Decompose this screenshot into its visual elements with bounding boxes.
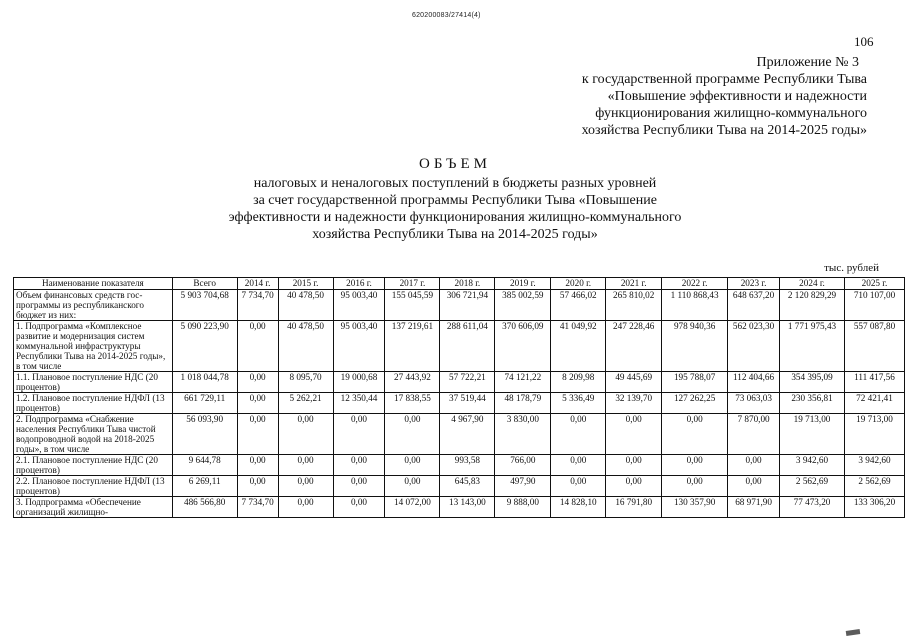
value-cell: 49 445,69 xyxy=(606,372,662,393)
value-cell: 0,00 xyxy=(551,455,606,476)
value-cell: 0,00 xyxy=(728,455,780,476)
row-label-cell: 3. Подпрограмма «Обеспечение организаций жилищно- xyxy=(14,497,173,518)
column-header: 2025 г. xyxy=(844,278,904,290)
table-row xyxy=(14,414,905,455)
table-row xyxy=(14,372,905,393)
value-cell: 2 562,69 xyxy=(780,476,845,497)
value-cell: 0,00 xyxy=(333,414,385,455)
value-cell: 68 971,90 xyxy=(728,497,780,518)
value-cell: 1 771 975,43 xyxy=(780,321,845,372)
value-cell: 0,00 xyxy=(551,476,606,497)
column-header: 2023 г. xyxy=(728,278,780,290)
value-cell: 648 637,20 xyxy=(728,290,780,321)
value-cell: 41 049,92 xyxy=(551,321,606,372)
value-cell: 95 003,40 xyxy=(333,321,385,372)
value-cell: 137 219,61 xyxy=(385,321,440,372)
table-row xyxy=(14,321,905,372)
value-cell: 3 942,60 xyxy=(780,455,845,476)
value-cell: 2 562,69 xyxy=(844,476,904,497)
value-cell: 0,00 xyxy=(606,476,662,497)
table-row xyxy=(14,476,905,497)
value-cell: 14 072,00 xyxy=(385,497,440,518)
value-cell: 0,00 xyxy=(606,414,662,455)
value-cell: 13 143,00 xyxy=(440,497,495,518)
heading-line: эффективности и надежности функционирования жилищно-коммунального xyxy=(228,210,682,225)
table-row xyxy=(14,393,905,414)
column-header: 2024 г. xyxy=(780,278,845,290)
appendix-line: функционирования жилищно-коммунального xyxy=(595,106,867,121)
column-header: 2018 г. xyxy=(440,278,495,290)
value-cell: 0,00 xyxy=(385,476,440,497)
value-cell: 56 093,90 xyxy=(172,414,237,455)
value-cell: 73 063,03 xyxy=(728,393,780,414)
value-cell: 0,00 xyxy=(237,372,278,393)
value-cell: 5 903 704,68 xyxy=(172,290,237,321)
value-cell: 195 788,07 xyxy=(662,372,728,393)
value-cell: 77 473,20 xyxy=(780,497,845,518)
value-cell: 19 000,68 xyxy=(333,372,385,393)
value-cell: 5 262,21 xyxy=(278,393,333,414)
row-label-cell: 1.1. Плановое поступление НДС (20 процентов) xyxy=(14,372,173,393)
value-cell: 0,00 xyxy=(237,321,278,372)
value-cell: 1 018 044,78 xyxy=(172,372,237,393)
value-cell: 0,00 xyxy=(662,455,728,476)
heading-line: за счет государственной программы Республики Тыва «Повышение xyxy=(253,193,657,208)
value-cell: 14 828,10 xyxy=(551,497,606,518)
value-cell: 19 713,00 xyxy=(780,414,845,455)
value-cell: 5 336,49 xyxy=(551,393,606,414)
value-cell: 127 262,25 xyxy=(662,393,728,414)
value-cell: 72 421,41 xyxy=(844,393,904,414)
column-header: Наименование показателя xyxy=(14,278,173,290)
table-header-row xyxy=(14,278,905,290)
value-cell: 0,00 xyxy=(333,476,385,497)
value-cell: 0,00 xyxy=(551,414,606,455)
column-header: 2020 г. xyxy=(551,278,606,290)
value-cell: 8 209,98 xyxy=(551,372,606,393)
scan-artifact xyxy=(846,629,861,636)
value-cell: 111 417,56 xyxy=(844,372,904,393)
value-cell: 40 478,50 xyxy=(278,290,333,321)
value-cell: 0,00 xyxy=(237,414,278,455)
value-cell: 0,00 xyxy=(237,476,278,497)
value-cell: 661 729,11 xyxy=(172,393,237,414)
value-cell: 230 356,81 xyxy=(780,393,845,414)
value-cell: 16 791,80 xyxy=(606,497,662,518)
value-cell: 0,00 xyxy=(278,414,333,455)
row-label-cell: 1. Подпрограмма «Комплексное развитие и модернизация систем коммунальной инфраструктуры Республики Тыва на 2014-2025 годы», в том числе xyxy=(14,321,173,372)
value-cell: 766,00 xyxy=(495,455,551,476)
table-row xyxy=(14,290,905,321)
value-cell: 133 306,20 xyxy=(844,497,904,518)
value-cell: 7 870,00 xyxy=(728,414,780,455)
column-header: 2017 г. xyxy=(385,278,440,290)
value-cell: 497,90 xyxy=(495,476,551,497)
value-cell: 5 090 223,90 xyxy=(172,321,237,372)
column-header: Всего xyxy=(172,278,237,290)
value-cell: 74 121,22 xyxy=(495,372,551,393)
value-cell: 0,00 xyxy=(333,455,385,476)
table-row xyxy=(14,497,905,518)
document-id: 620200083/27414(4) xyxy=(412,12,481,19)
value-cell: 9 644,78 xyxy=(172,455,237,476)
value-cell: 8 095,70 xyxy=(278,372,333,393)
value-cell: 95 003,40 xyxy=(333,290,385,321)
value-cell: 7 734,70 xyxy=(237,497,278,518)
value-cell: 0,00 xyxy=(278,497,333,518)
value-cell: 710 107,00 xyxy=(844,290,904,321)
value-cell: 57 722,21 xyxy=(440,372,495,393)
value-cell: 288 611,04 xyxy=(440,321,495,372)
appendix-line: к государственной программе Республики Тыва xyxy=(581,72,867,87)
value-cell: 17 838,55 xyxy=(385,393,440,414)
value-cell: 0,00 xyxy=(606,455,662,476)
value-cell: 247 228,46 xyxy=(606,321,662,372)
column-header: 2022 г. xyxy=(662,278,728,290)
document-heading xyxy=(190,156,720,243)
value-cell: 0,00 xyxy=(385,455,440,476)
value-cell: 0,00 xyxy=(385,414,440,455)
page-number: 106 xyxy=(854,34,874,49)
value-cell: 12 350,44 xyxy=(333,393,385,414)
value-cell: 370 606,09 xyxy=(495,321,551,372)
value-cell: 978 940,36 xyxy=(662,321,728,372)
table-body xyxy=(14,290,905,518)
value-cell: 155 045,59 xyxy=(385,290,440,321)
value-cell: 37 519,44 xyxy=(440,393,495,414)
row-label-cell: 2.1. Плановое поступление НДС (20 процентов) xyxy=(14,455,173,476)
value-cell: 112 404,66 xyxy=(728,372,780,393)
value-cell: 130 357,90 xyxy=(662,497,728,518)
value-cell: 0,00 xyxy=(728,476,780,497)
value-cell: 385 002,59 xyxy=(495,290,551,321)
value-cell: 0,00 xyxy=(237,393,278,414)
appendix-title: Приложение № 3 xyxy=(756,55,859,70)
table-row xyxy=(14,455,905,476)
row-label-cell: Объем финансовых средств гос-программы из республиканского бюджет из них: xyxy=(14,290,173,321)
value-cell: 6 269,11 xyxy=(172,476,237,497)
value-cell: 40 478,50 xyxy=(278,321,333,372)
appendix-line: хозяйства Республики Тыва на 2014-2025 годы» xyxy=(581,123,867,138)
value-cell: 19 713,00 xyxy=(844,414,904,455)
value-cell: 2 120 829,29 xyxy=(780,290,845,321)
appendix-line: «Повышение эффективности и надежности xyxy=(607,89,867,104)
value-cell: 993,58 xyxy=(440,455,495,476)
appendix-note xyxy=(582,54,867,139)
value-cell: 3 942,60 xyxy=(844,455,904,476)
value-cell: 562 023,30 xyxy=(728,321,780,372)
value-cell: 0,00 xyxy=(333,497,385,518)
heading-line: хозяйства Республики Тыва на 2014-2025 годы» xyxy=(312,227,598,242)
value-cell: 265 810,02 xyxy=(606,290,662,321)
heading-title: ОБЪЕМ xyxy=(419,156,491,172)
value-cell: 354 395,09 xyxy=(780,372,845,393)
value-cell: 4 967,90 xyxy=(440,414,495,455)
value-cell: 27 443,92 xyxy=(385,372,440,393)
value-cell: 0,00 xyxy=(662,414,728,455)
value-cell: 486 566,80 xyxy=(172,497,237,518)
column-header: 2016 г. xyxy=(333,278,385,290)
column-header: 2021 г. xyxy=(606,278,662,290)
row-label-cell: 1.2. Плановое поступление НДФЛ (13 процентов) xyxy=(14,393,173,414)
value-cell: 557 087,80 xyxy=(844,321,904,372)
revenue-table xyxy=(13,277,905,518)
column-header: 2019 г. xyxy=(495,278,551,290)
value-cell: 0,00 xyxy=(662,476,728,497)
units-label: тыс. рублей xyxy=(824,262,879,274)
value-cell: 57 466,02 xyxy=(551,290,606,321)
value-cell: 1 110 868,43 xyxy=(662,290,728,321)
value-cell: 645,83 xyxy=(440,476,495,497)
value-cell: 0,00 xyxy=(278,455,333,476)
column-header: 2014 г. xyxy=(237,278,278,290)
value-cell: 306 721,94 xyxy=(440,290,495,321)
value-cell: 48 178,79 xyxy=(495,393,551,414)
column-header: 2015 г. xyxy=(278,278,333,290)
value-cell: 0,00 xyxy=(237,455,278,476)
row-label-cell: 2.2. Плановое поступление НДФЛ (13 процентов) xyxy=(14,476,173,497)
value-cell: 32 139,70 xyxy=(606,393,662,414)
row-label-cell: 2. Подпрограмма «Снабжение населения Республики Тыва чистой водопроводной водой на 2018-2025 годы», в том числе xyxy=(14,414,173,455)
value-cell: 0,00 xyxy=(278,476,333,497)
value-cell: 3 830,00 xyxy=(495,414,551,455)
value-cell: 7 734,70 xyxy=(237,290,278,321)
heading-line: налоговых и неналоговых поступлений в бюджеты разных уровней xyxy=(253,176,657,191)
value-cell: 9 888,00 xyxy=(495,497,551,518)
